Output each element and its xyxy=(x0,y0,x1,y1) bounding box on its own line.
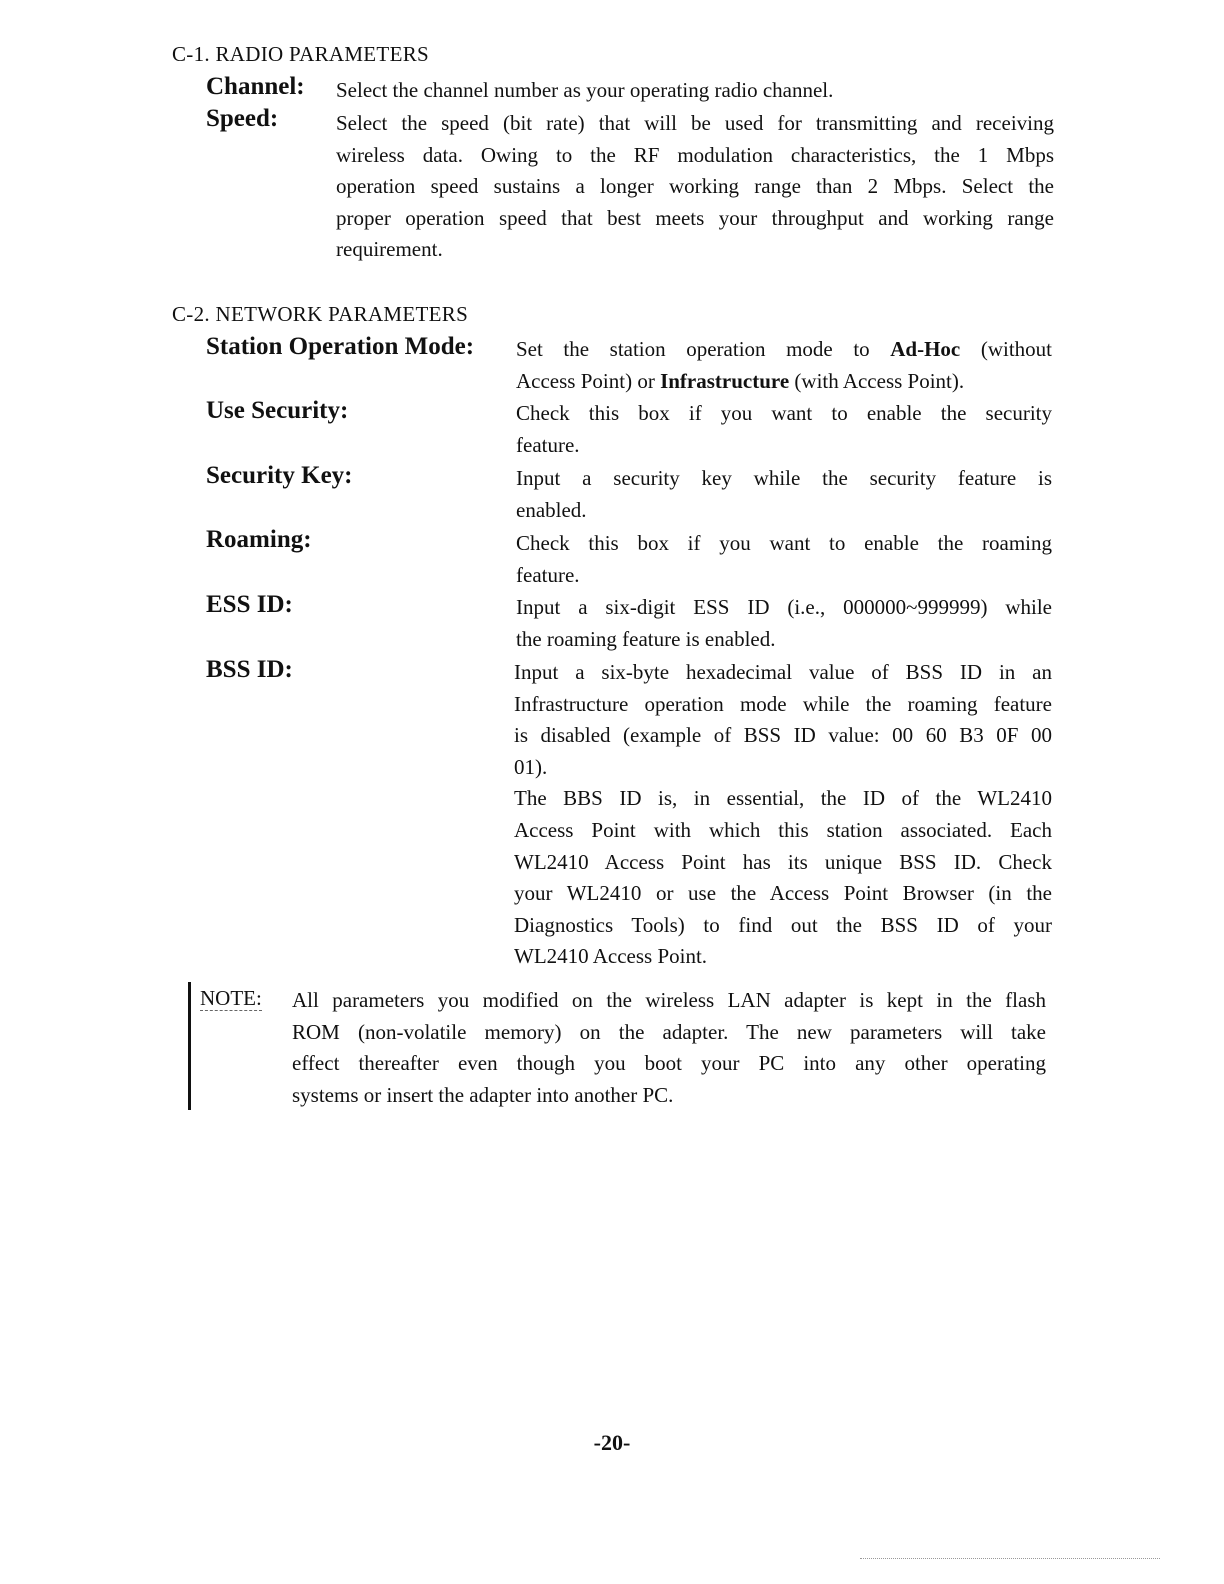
desc-line: WL2410 Access Point has its unique BSS ID. Check xyxy=(514,849,1052,874)
section-title-radio: C-1. RADIO PARAMETERS xyxy=(172,42,429,66)
desc-station-operation-mode xyxy=(516,334,1052,397)
note-sidebar-rule xyxy=(188,982,191,1110)
desc-line: Infrastructure operation mode while the roaming feature xyxy=(514,691,1052,716)
desc-line: 01). xyxy=(514,754,548,779)
desc-line xyxy=(516,334,1052,366)
mode-adhoc: Ad-Hoc xyxy=(890,337,961,361)
term-roaming: Roaming: xyxy=(206,526,312,553)
note-line: effect thereafter even though you boot your PC into any other operating xyxy=(292,1051,1046,1076)
desc-line: requirement. xyxy=(336,237,443,262)
desc-line: Check this box if you want to enable the security xyxy=(516,401,1052,425)
term-speed: Speed: xyxy=(206,105,279,132)
desc-use-security xyxy=(516,398,1052,461)
note-line: All parameters you modified on the wireless LAN adapter is kept in the flash xyxy=(292,988,1046,1012)
desc-line: Select the speed (bit rate) that will be used for transmitting and receiving xyxy=(336,111,1054,135)
desc-security-key xyxy=(516,463,1052,526)
term-security-key: Security Key: xyxy=(206,462,353,489)
desc-bss-id xyxy=(514,657,1052,973)
term-use-security: Use Security: xyxy=(206,397,349,424)
desc-line: proper operation speed that best meets your throughput and working range xyxy=(336,205,1054,230)
desc-text: (with Access Point). xyxy=(789,368,965,393)
desc-channel xyxy=(336,75,1056,107)
note-label: NOTE: xyxy=(200,986,262,1010)
desc-text: Set the station operation mode to xyxy=(516,337,891,361)
desc-line: feature. xyxy=(516,562,580,587)
desc-line: The BBS ID is, in essential, the ID of the WL2410 xyxy=(514,786,1052,811)
desc-line: the roaming feature is enabled. xyxy=(516,626,776,651)
desc-line: enabled. xyxy=(516,497,587,522)
desc-line: your WL2410 or use the Access Point Browser (in the xyxy=(514,881,1052,906)
desc-line xyxy=(516,366,1052,398)
term-bss-id: BSS ID: xyxy=(206,656,293,683)
note-line: ROM (non-volatile memory) on the adapter. The new parameters will take xyxy=(292,1019,1046,1044)
desc-line: Input a six-digit ESS ID (i.e., 000000~999999) while xyxy=(516,595,1052,619)
desc-line: operation speed sustains a longer working range than 2 Mbps. Select the xyxy=(336,174,1054,199)
note-line: systems or insert the adapter into another PC. xyxy=(292,1082,674,1107)
term-station-operation-mode: Station Operation Mode: xyxy=(206,333,475,360)
desc-ess-id xyxy=(516,592,1052,655)
desc-line: Input a six-byte hexadecimal value of BSS ID in an xyxy=(514,660,1052,684)
page-number: -20- xyxy=(593,1430,631,1455)
desc-line: WL2410 Access Point. xyxy=(514,944,708,969)
desc-line: feature. xyxy=(516,432,580,457)
desc-text: Access Point) or xyxy=(516,368,661,393)
note-text xyxy=(292,985,1046,1111)
desc-text: (without xyxy=(960,337,1052,361)
desc-line: Input a security key while the security feature is xyxy=(516,466,1052,490)
desc-speed xyxy=(336,108,1054,266)
scan-artifact-divider xyxy=(860,1558,1160,1561)
section-title-network: C-2. NETWORK PARAMETERS xyxy=(172,302,469,326)
mode-infrastructure: Infrastructure xyxy=(660,368,790,393)
desc-roaming xyxy=(516,528,1052,591)
desc-line: Access Point with which this station associated. Each xyxy=(514,817,1052,842)
desc-line: Select the channel number as your operating radio channel. xyxy=(336,78,834,102)
desc-line: Check this box if you want to enable the roaming xyxy=(516,531,1052,555)
term-channel: Channel: xyxy=(206,73,305,100)
desc-line: wireless data. Owing to the RF modulation characteristics, the 1 Mbps xyxy=(336,142,1054,167)
term-ess-id: ESS ID: xyxy=(206,591,293,618)
desc-line: is disabled (example of BSS ID value: 00 60 B3 0F 00 xyxy=(514,723,1052,748)
desc-line: Diagnostics Tools) to find out the BSS ID of your xyxy=(514,912,1052,937)
